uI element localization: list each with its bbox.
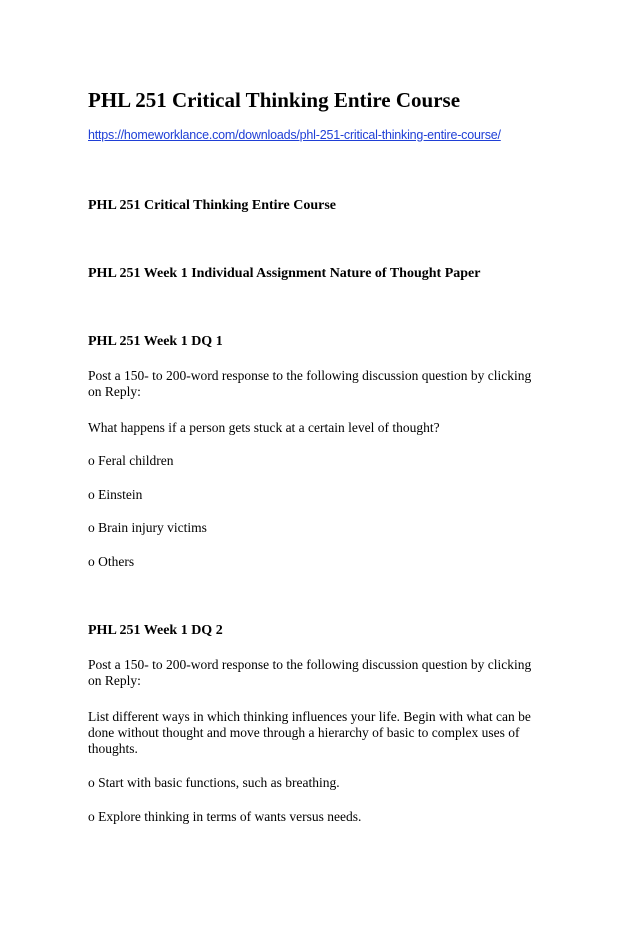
week1-assignment-heading: PHL 251 Week 1 Individual Assignment Nature of Thought Paper (88, 266, 481, 281)
document-title: PHL 251 Critical Thinking Entire Course (88, 88, 461, 112)
dq2-list-item: o Start with basic functions, such as breathing. (88, 775, 340, 790)
course-download-link[interactable]: https://homeworklance.com/downloads/phl-251-critical-thinking-entire-course/ (88, 128, 501, 142)
dq2-heading: PHL 251 Week 1 DQ 2 (88, 623, 223, 638)
dq2-question: List different ways in which thinking influences your life. Begin with what can be done without thought and move through a hierarchy of basic to complex uses of thoughts. (88, 709, 531, 756)
dq2-list-item: o Explore thinking in terms of wants versus needs. (88, 809, 362, 824)
dq1-heading: PHL 251 Week 1 DQ 1 (88, 334, 223, 349)
dq1-prompt: Post a 150- to 200-word response to the following discussion question by clicking on Reply: (88, 368, 532, 399)
dq1-list-item: o Brain injury victims (88, 520, 207, 535)
dq2-prompt: Post a 150- to 200-word response to the following discussion question by clicking on Reply: (88, 657, 532, 688)
dq1-list-item: o Feral children (88, 453, 174, 468)
dq1-question: What happens if a person gets stuck at a certain level of thought? (88, 420, 440, 435)
dq1-list-item: o Einstein (88, 487, 143, 502)
course-heading: PHL 251 Critical Thinking Entire Course (88, 198, 337, 213)
dq1-list-item: o Others (88, 554, 135, 569)
